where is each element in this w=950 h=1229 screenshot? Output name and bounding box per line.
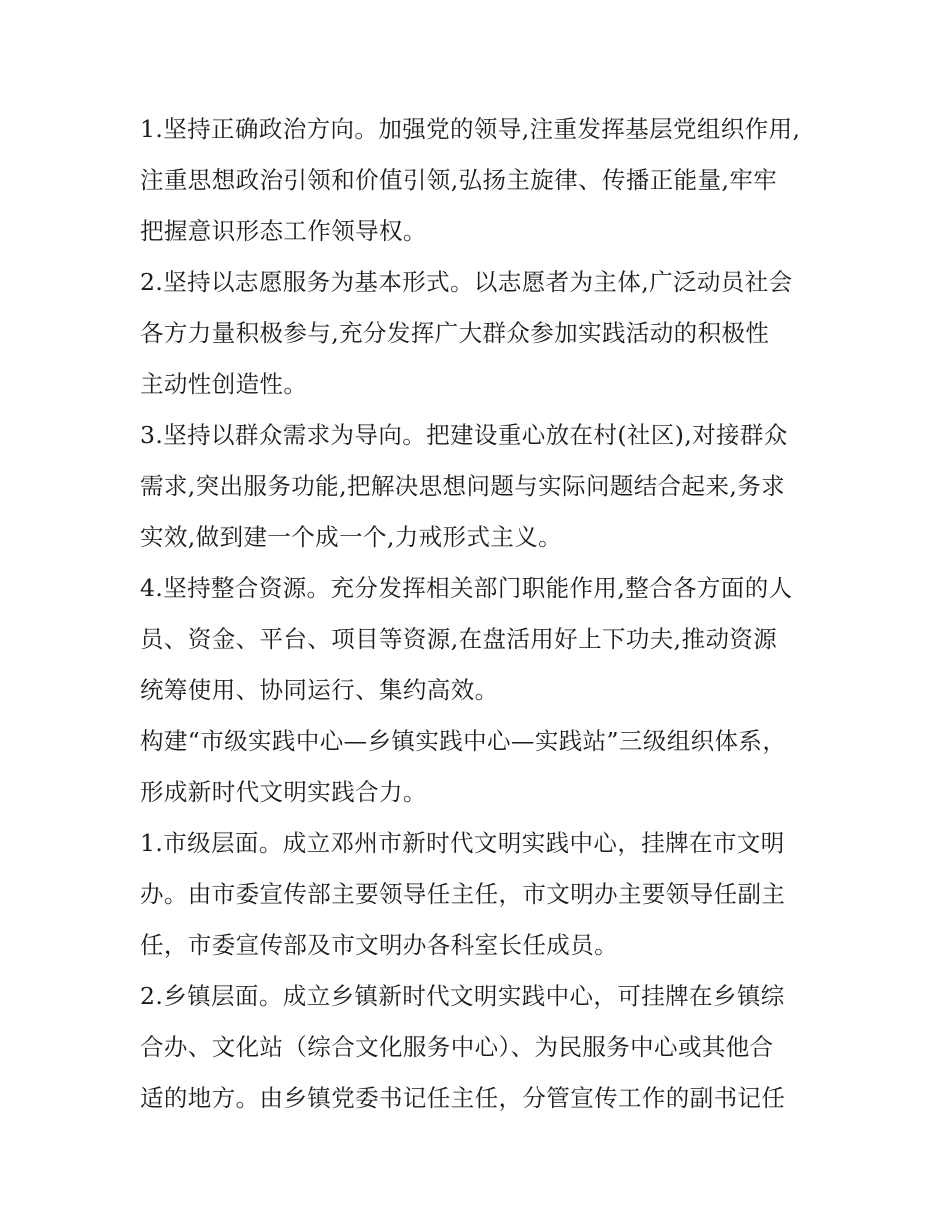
text-line: 统筹使用、协同运行、集约高效。 [140,676,499,704]
document-body [140,104,812,1124]
text-line: 3.坚持以群众需求为导向。把建设重心放在村(社区),对接群众 [140,421,788,449]
text-line: 构建“市级实践中心—乡镇实践中心—实践站”三级组织体系， [140,727,787,755]
text-line: 2.乡镇层面。成立乡镇新时代文明实践中心，可挂牌在乡镇综 [140,982,785,1010]
text-line: 任，市委宣传部及市文明办各科室长任成员。 [140,931,618,959]
text-line: 实效,做到建一个成一个,力戒形式主义。 [140,523,563,551]
text-line: 1.坚持正确政治方向。加强党的领导,注重发挥基层党组织作用, [140,115,801,143]
text-line: 注重思想政治引领和价值引领,弘扬主旋律、传播正能量,牢牢 [140,166,778,194]
text-line: 办。由市委宣传部主要领导任主任，市文明办主要领导任副主 [140,880,786,908]
text-line: 合办、文化站（综合文化服务中心）、为民服务中心或其他合 [140,1033,774,1061]
text-line: 2.坚持以志愿服务为基本形式。以志愿者为主体,广泛动员社会 [140,268,793,296]
text-line: 1.市级层面。成立邓州市新时代文明实践中心，挂牌在市文明 [140,829,785,857]
text-line: 各方力量积极参与,充分发挥广大群众参加实践活动的积极性 [140,319,770,347]
text-line: 把握意识形态工作领导权。 [140,217,427,245]
text-line: 4.坚持整合资源。充分发挥相关部门职能作用,整合各方面的人 [140,574,793,602]
text-line: 形成新时代文明实践合力。 [140,778,427,806]
text-line: 需求,突出服务功能,把解决思想问题与实际问题结合起来,务求 [140,472,786,500]
text-line: 适的地方。由乡镇党委书记任主任，分管宣传工作的副书记任 [140,1084,786,1112]
text-line: 主动性创造性。 [140,370,308,398]
text-line: 员、资金、平台、项目等资源,在盘活用好上下功夫,推动资源 [140,625,778,653]
